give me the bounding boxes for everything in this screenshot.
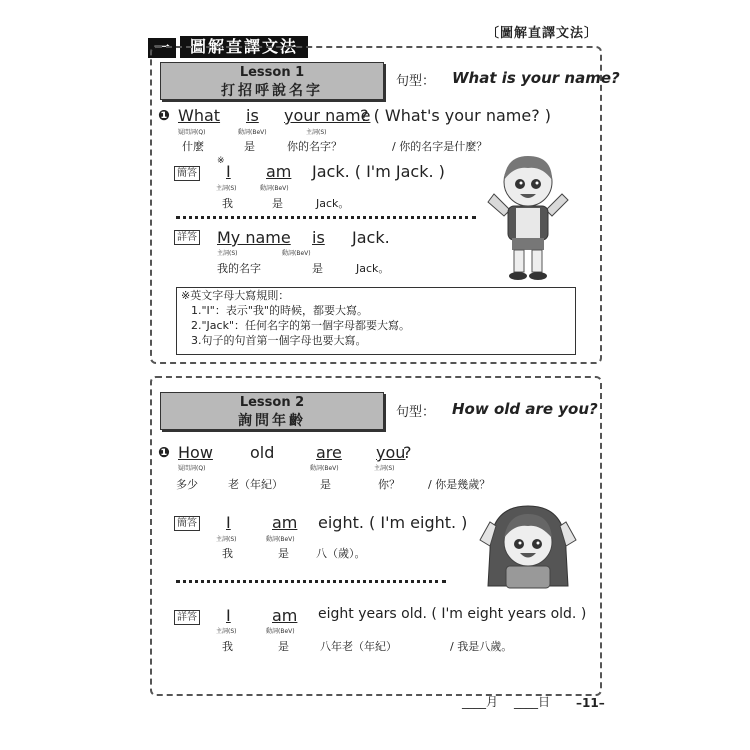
lesson1-q-word-your-name: your name	[284, 106, 371, 125]
lesson2-a1-gram-2: 動詞(BeV)	[266, 536, 295, 543]
lesson2-a1-gram-1: 主詞(S)	[216, 536, 237, 543]
lesson1-a2-zh-2: 是	[312, 262, 323, 275]
lesson2-q-zh-5: / 你是幾歲？	[428, 478, 491, 491]
section-title: 圖解直譯文法	[180, 36, 308, 58]
lesson1-pattern-label: 句型：	[396, 74, 436, 89]
lesson2-a2-zh-4: / 我是八歲。	[450, 640, 513, 653]
lesson1-a1-word-i: I	[226, 162, 231, 181]
lesson2-q-word-old: old	[250, 443, 275, 462]
boy-illustration	[482, 150, 574, 282]
lesson1-q-number: ❶	[158, 108, 170, 124]
lesson2-q-gram-4: 主詞(S)	[374, 465, 395, 472]
lesson1-a2-word-my-name: My name	[217, 228, 291, 247]
girl-illustration	[478, 500, 578, 592]
lesson1-q-word-what: What	[178, 106, 221, 125]
lesson2-q-gram-1: 疑問詞(Q)	[178, 465, 206, 472]
lesson2-a1-word-i: I	[226, 513, 231, 532]
rule-3: 3.句子的句首第一個字母也要大寫。	[191, 334, 367, 347]
lesson2-a2-rest: eight years old. ( I'm eight years old. )	[318, 606, 587, 622]
lesson2-a1-zh-3: 八（歲）。	[316, 547, 366, 560]
lesson2-q-zh-1: 多少	[176, 478, 198, 491]
lesson2-a1-word-am: am	[272, 513, 298, 532]
lesson1-full-answer-tag: 詳答	[174, 230, 200, 245]
capitalization-rules-box	[176, 287, 576, 355]
lesson1-title: 打招呼說名字	[221, 83, 323, 99]
lesson1-q-zh-1: 什麼	[182, 140, 204, 153]
lesson2-q-zh-2: 老（年紀）	[228, 478, 283, 491]
lesson2-q-number: ❶	[158, 445, 170, 461]
lesson2-a2-word-am: am	[272, 606, 298, 625]
lesson1-note-mark: ※	[217, 156, 225, 166]
lesson1-a1-word-am: am	[266, 162, 292, 181]
lesson1-a1-zh-2: 是	[272, 197, 283, 210]
lesson2-full-answer-tag: 詳答	[174, 610, 200, 625]
lesson1-q-zh-2: 是	[244, 140, 255, 153]
footer-month: ____月	[462, 695, 499, 709]
rules-title: ※英文字母大寫規則：	[181, 289, 290, 302]
lesson1-q-zh-4: / 你的名字是什麼？	[392, 140, 488, 153]
lesson1-a2-gram-1: 主詞(S)	[217, 250, 238, 257]
lesson2-q-gram-3: 動詞(BeV)	[310, 465, 339, 472]
lesson1-header	[160, 62, 384, 100]
lesson2-a1-zh-1: 我	[222, 547, 233, 560]
lesson2-a2-gram-2: 動詞(BeV)	[266, 628, 295, 635]
lesson2-a2-zh-2: 是	[278, 640, 289, 653]
lesson2-a1-rest: eight. ( I'm eight. )	[318, 513, 468, 532]
lesson2-a1-zh-2: 是	[278, 547, 289, 560]
lesson1-q-rest: ? ( What's your name? )	[360, 106, 552, 125]
lesson1-a2-rest: Jack.	[352, 228, 390, 247]
section-number: 一	[148, 38, 176, 58]
lesson1-label: Lesson 1	[239, 65, 305, 80]
lesson2-q-word-are: are	[316, 443, 342, 462]
lesson1-short-answer-tag: 簡答	[174, 166, 200, 181]
lesson2-a2-zh-3: 八年老（年紀）	[320, 640, 397, 653]
lesson1-q-zh-3: 你的名字？	[287, 140, 342, 153]
lesson2-a2-zh-1: 我	[222, 640, 233, 653]
lesson1-q-gram-2: 動詞(BeV)	[238, 129, 267, 136]
lesson2-q-word-you: you	[376, 443, 406, 462]
lesson2-q-rest: ?	[403, 443, 412, 462]
lesson1-a2-gram-2: 動詞(BeV)	[282, 250, 311, 257]
page-header-title: 〔圖解直譯文法〕	[485, 26, 598, 41]
lesson2-pattern-label: 句型：	[396, 405, 436, 420]
rule-2: 2."Jack"：任何名字的第一個字母都要大寫。	[191, 319, 411, 332]
lesson1-q-word-is: is	[246, 106, 259, 125]
lesson2-q-zh-4: 你？	[378, 478, 400, 491]
lesson1-q-gram-3: 主詞(S)	[306, 129, 327, 136]
lesson1-a2-word-is: is	[312, 228, 325, 247]
lesson2-label: Lesson 2	[239, 395, 305, 410]
lesson1-a1-gram-1: 主詞(S)	[216, 185, 237, 192]
lesson1-a1-zh-1: 我	[222, 197, 233, 210]
lesson2-header	[160, 392, 384, 430]
lesson1-a1-rest: Jack. ( I'm Jack. )	[312, 162, 445, 181]
rule-1: 1."I"：表示"我"的時候，都要大寫。	[191, 304, 368, 317]
footer-day: ____日	[514, 695, 551, 709]
lesson1-a1-gram-2: 動詞(BeV)	[260, 185, 289, 192]
lesson2-pattern: How old are you?	[452, 400, 598, 418]
lesson2-a2-word-i: I	[226, 606, 231, 625]
lesson2-short-answer-tag: 簡答	[174, 516, 200, 531]
lesson2-q-zh-3: 是	[320, 478, 331, 491]
lesson1-pattern: What is your name?	[452, 69, 620, 87]
lesson2-q-word-how: How	[178, 443, 213, 462]
divider-dots	[176, 580, 446, 583]
lesson1-q-gram-1: 疑問詞(Q)	[178, 129, 206, 136]
lesson1-a1-zh-3: Jack。	[316, 197, 350, 210]
lesson1-a2-zh-3: Jack。	[356, 262, 390, 275]
lesson1-a2-zh-1: 我的名字	[217, 262, 261, 275]
lesson2-a2-gram-1: 主詞(S)	[216, 628, 237, 635]
page-number: –11–	[576, 696, 605, 710]
lesson2-title: 詢問年齡	[238, 413, 306, 429]
divider-dots	[176, 216, 476, 219]
